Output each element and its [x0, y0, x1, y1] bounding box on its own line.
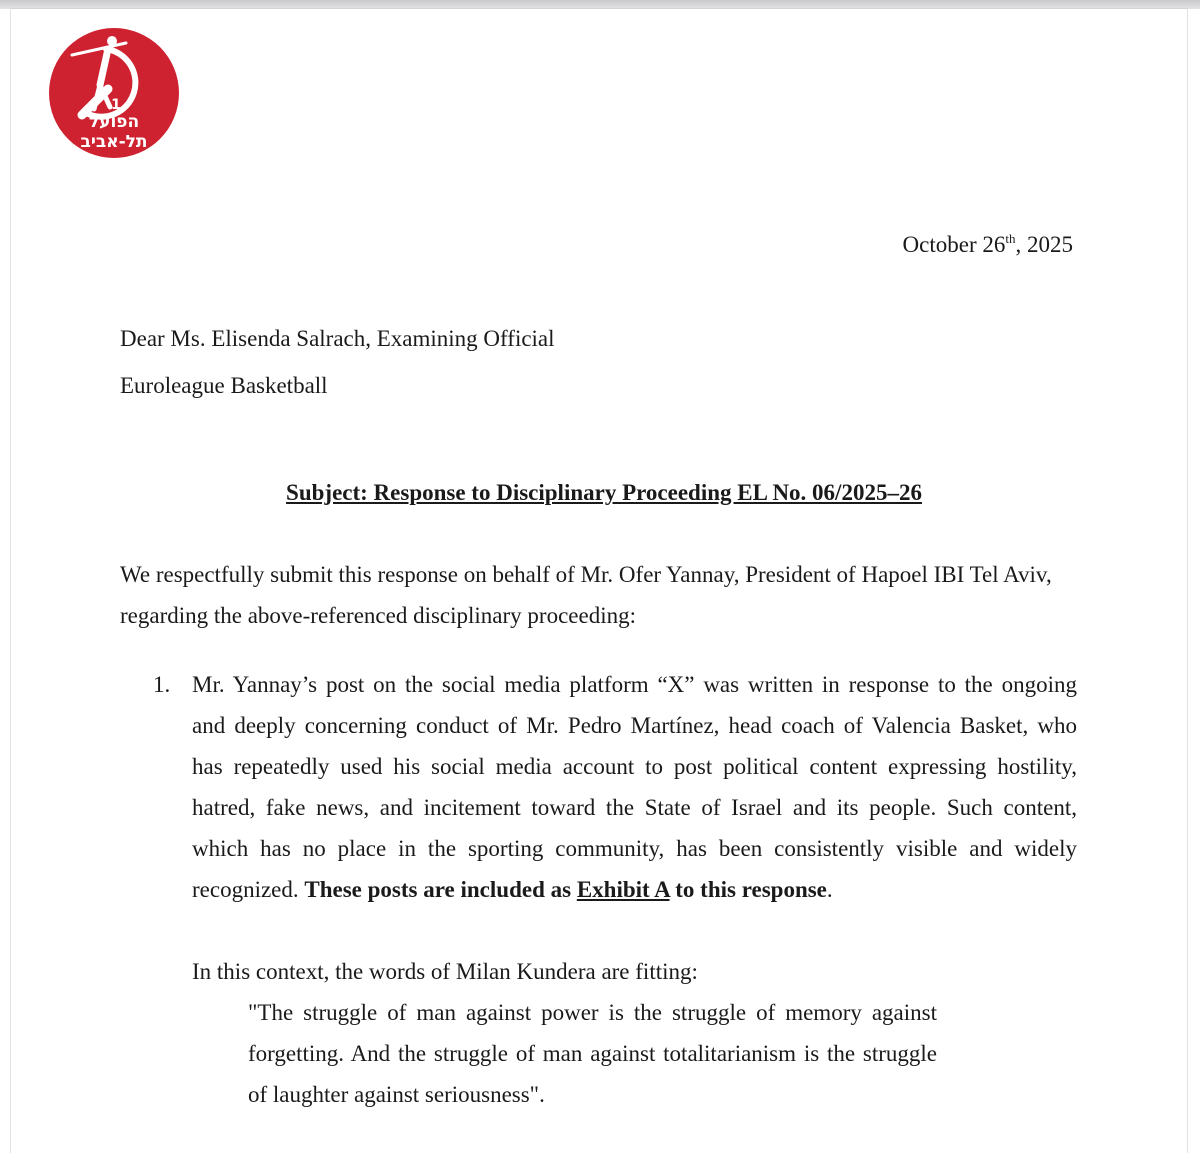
recipient-line-1: Dear Ms. Elisenda Salrach, Examining Official: [120, 326, 555, 351]
date-month-day: October 26: [902, 232, 1006, 257]
logo-text-line2: תל-אביב: [80, 132, 148, 152]
logo-number: 1: [111, 97, 121, 113]
item1-line-3: has repeatedly used his social media account to post political content expressing hostility,: [192, 754, 1077, 779]
letter-date: [860, 230, 1073, 260]
date-year: , 2025: [1015, 232, 1073, 257]
intro-line-2: regarding the above-referenced disciplinary proceeding:: [120, 603, 636, 628]
item1-line6-bold-a: These posts are included as: [304, 877, 577, 902]
item1-line-4: hatred, fake news, and incitement toward the State of Israel and its people. Such content,: [192, 795, 1077, 820]
quote-line-2: forgetting. And the struggle of man against totalitarianism is the struggle: [248, 1041, 937, 1066]
logo-figure-head: [107, 36, 117, 46]
intro-line-1: We respectfully submit this response on behalf of Mr. Ofer Yannay, President of Hapoel IBI Tel Aviv,: [120, 562, 1052, 587]
quote-line-3: of laughter against seriousness".: [248, 1082, 545, 1107]
item1-line6-plain: recognized.: [192, 877, 305, 902]
hapoel-tel-aviv-logo: [48, 27, 180, 159]
subject-heading: Subject: Response to Disciplinary Proceeding EL No. 06/2025–26: [286, 480, 922, 505]
item1-line-5: which has no place in the sporting community, has been consistently visible and widely: [192, 836, 1077, 861]
exhibit-a-reference: Exhibit A: [576, 877, 670, 902]
item1-line6-end: .: [826, 877, 833, 902]
item1-line-1: Mr. Yannay’s post on the social media platform “X” was written in response to the ongoing: [192, 672, 1077, 697]
item1-line-2: and deeply concerning conduct of Mr. Pedro Martínez, head coach of Valencia Basket, who: [192, 713, 1077, 738]
item1-line-6: [192, 875, 833, 905]
item1-line6-bold-b: to this response: [669, 877, 827, 902]
recipient-line-2: Euroleague Basketball: [120, 373, 328, 398]
context-line: In this context, the words of Milan Kundera are fitting:: [192, 959, 698, 984]
quote-line-1: "The struggle of man against power is the struggle of memory against: [248, 1000, 937, 1025]
date-ordinal-suffix: th: [1005, 231, 1016, 246]
logo-text-line1: הפועל: [88, 112, 140, 132]
list-item-number: 1.: [153, 672, 171, 697]
